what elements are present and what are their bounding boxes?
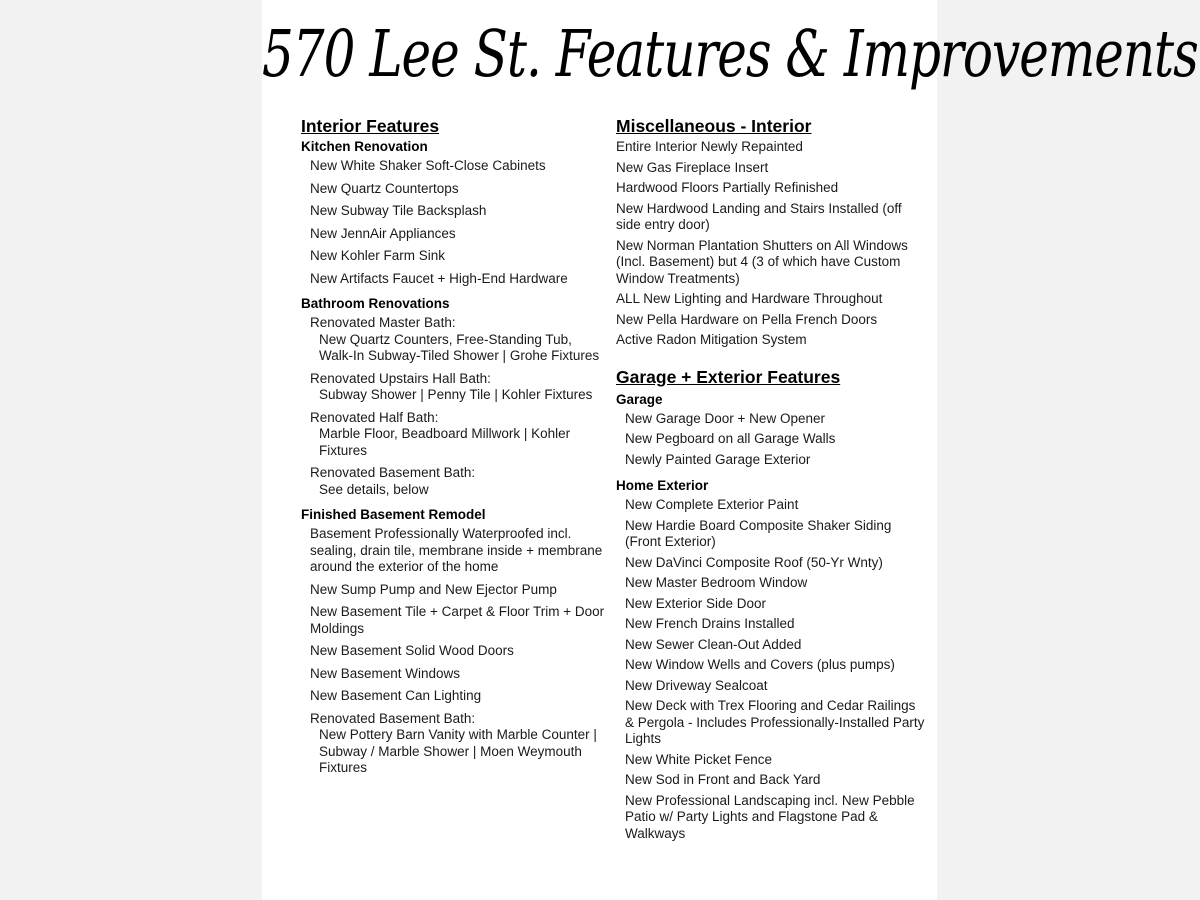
bath-group-master bbox=[301, 315, 606, 365]
left-column bbox=[301, 116, 606, 783]
bath-label: Renovated Half Bath: bbox=[310, 409, 439, 425]
exterior-item: New Window Wells and Covers (plus pumps) bbox=[625, 657, 895, 672]
bath-label: Renovated Upstairs Hall Bath: bbox=[310, 370, 491, 386]
document-page bbox=[262, 0, 1198, 900]
basement-bath-group bbox=[301, 711, 606, 777]
misc-interior-heading: Miscellaneous - Interior bbox=[616, 116, 812, 136]
exterior-item: New White Picket Fence bbox=[625, 751, 773, 767]
misc-item: New Hardwood Landing and Stairs Installed (off side entry door) bbox=[616, 200, 902, 232]
misc-item: Active Radon Mitigation System bbox=[616, 332, 807, 347]
kitchen-item: New Kohler Farm Sink bbox=[310, 248, 446, 263]
basement-item: Basement Professionally Waterproofed incl. sealing, drain tile, membrane inside + membrane around the exterior of the home bbox=[310, 526, 603, 574]
misc-item: New Pella Hardware on Pella French Doors bbox=[616, 311, 878, 327]
bath-group-upstairs bbox=[301, 371, 606, 404]
bath-detail: Marble Floor, Beadboard Millwork | Kohler Fixtures bbox=[319, 426, 571, 458]
bath-detail: See details, below bbox=[319, 481, 429, 497]
basement-item: New Basement Solid Wood Doors bbox=[310, 643, 514, 658]
bath-detail: Subway Shower | Penny Tile | Kohler Fixtures bbox=[319, 387, 593, 402]
misc-item: New Norman Plantation Shutters on All Windows (Incl. Basement) but 4 (3 of which have Custom Window Treatments) bbox=[616, 237, 908, 286]
bath-label: Renovated Basement Bath: bbox=[310, 710, 476, 726]
exterior-item: New Deck with Trex Flooring and Cedar Railings & Pergola - Includes Professionally-Installed Party Lights bbox=[625, 698, 925, 746]
bathroom-renovations-heading: Bathroom Renovations bbox=[301, 296, 450, 311]
basement-item: New Basement Tile + Carpet & Floor Trim + Door Moldings bbox=[310, 604, 605, 636]
bath-label: Renovated Master Bath: bbox=[310, 315, 456, 330]
exterior-item: New Driveway Sealcoat bbox=[625, 677, 768, 693]
home-exterior-heading: Home Exterior bbox=[616, 478, 709, 493]
bath-detail: New Quartz Counters, Free-Standing Tub, Walk-In Subway-Tiled Shower | Grohe Fixtures bbox=[319, 331, 600, 363]
exterior-item: New Exterior Side Door bbox=[625, 595, 767, 611]
garage-heading: Garage bbox=[616, 391, 663, 407]
exterior-item: New DaVinci Composite Roof (50-Yr Wnty) bbox=[625, 554, 883, 570]
garage-item: New Pegboard on all Garage Walls bbox=[625, 431, 836, 446]
misc-item: Hardwood Floors Partially Refinished bbox=[616, 180, 839, 195]
document-title: 570 Lee St. Features & Improvements bbox=[262, 16, 1198, 92]
basement-item: New Basement Can Lighting bbox=[310, 688, 482, 703]
kitchen-item: New Subway Tile Backsplash bbox=[310, 203, 487, 218]
bath-group-half bbox=[301, 410, 606, 460]
bath-label: Renovated Basement Bath: bbox=[310, 465, 476, 480]
finished-basement-heading: Finished Basement Remodel bbox=[301, 507, 486, 522]
exterior-item: New Sod in Front and Back Yard bbox=[625, 772, 821, 787]
basement-item: New Basement Windows bbox=[310, 665, 461, 681]
exterior-item: New French Drains Installed bbox=[625, 616, 795, 631]
kitchen-item: New Quartz Countertops bbox=[310, 180, 459, 196]
exterior-item: New Complete Exterior Paint bbox=[625, 497, 799, 512]
bath-detail: New Pottery Barn Vanity with Marble Counter | Subway / Marble Shower | Moen Weymouth Fixtures bbox=[319, 727, 597, 775]
basement-item: New Sump Pump and New Ejector Pump bbox=[310, 581, 557, 597]
kitchen-item: New JennAir Appliances bbox=[310, 225, 456, 241]
bath-group-basement bbox=[301, 465, 606, 498]
interior-features-heading: Interior Features bbox=[301, 116, 440, 136]
exterior-item: New Hardie Board Composite Shaker Siding (Front Exterior) bbox=[625, 517, 892, 549]
exterior-item: New Sewer Clean-Out Added bbox=[625, 636, 802, 652]
garage-item: Newly Painted Garage Exterior bbox=[625, 451, 811, 467]
garage-item: New Garage Door + New Opener bbox=[625, 410, 825, 426]
kitchen-renovation-heading: Kitchen Renovation bbox=[301, 139, 428, 154]
misc-item: New Gas Fireplace Insert bbox=[616, 159, 769, 175]
exterior-item: New Professional Landscaping incl. New Pebble Patio w/ Party Lights and Flagstone Pad & Walkways bbox=[625, 792, 915, 841]
kitchen-item: New White Shaker Soft-Close Cabinets bbox=[310, 158, 546, 173]
misc-item: Entire Interior Newly Repainted bbox=[616, 139, 803, 154]
right-column bbox=[616, 116, 926, 842]
misc-item: ALL New Lighting and Hardware Throughout bbox=[616, 291, 883, 306]
exterior-item: New Master Bedroom Window bbox=[625, 575, 808, 590]
garage-exterior-heading: Garage + Exterior Features bbox=[616, 366, 841, 387]
kitchen-item: New Artifacts Faucet + High-End Hardware bbox=[310, 270, 568, 286]
